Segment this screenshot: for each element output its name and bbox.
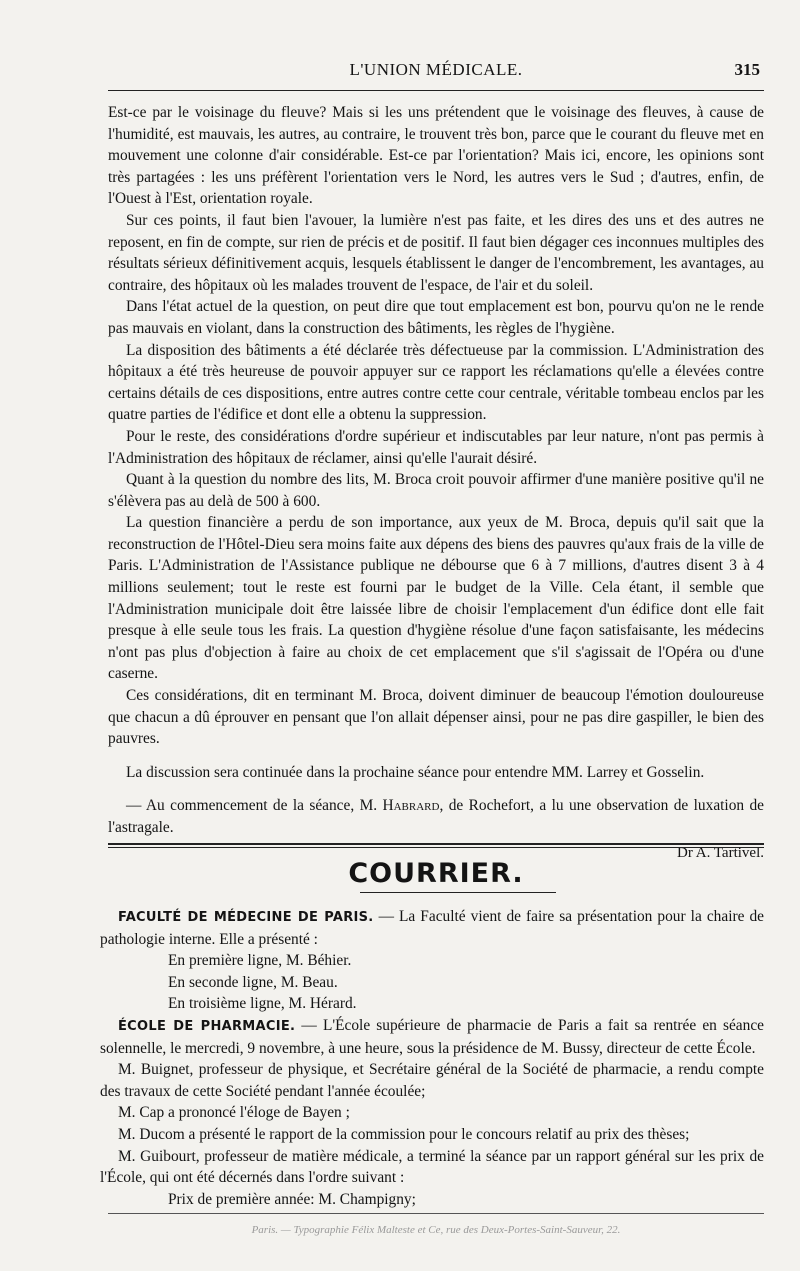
- prix-line: Prix de première année: M. Champigny;: [168, 1190, 416, 1208]
- list-item: En première ligne, M. Béhier.: [168, 952, 352, 970]
- habrard-note: — Au commencement de la séance, M. Habrard, de Rochefort, a lu une observation de luxation de l'astragale.: [108, 797, 764, 836]
- faculte-heading: FACULTÉ DE MÉDECINE DE PARIS.: [118, 910, 374, 925]
- paragraph: M. Ducom a présenté le rapport de la commission pour le concours relatif au prix des thèses;: [118, 1125, 690, 1143]
- header-rule: [108, 90, 764, 91]
- discussion-note: La discussion sera continuée dans la prochaine séance pour entendre MM. Larrey et Gosselin.: [126, 763, 705, 781]
- paragraph: Pour le reste, des considérations d'ordre supérieur et indiscutables par leur nature, n'ont pas permis à l'Administration des hôpitaux de réclamer, ainsi qu'elle l'aurait désiré.: [108, 427, 764, 467]
- article-body: [108, 102, 764, 864]
- list-item: En seconde ligne, M. Beau.: [168, 973, 338, 991]
- page-number: 315: [734, 60, 760, 79]
- paragraph: La question financière a perdu de son importance, aux yeux de M. Broca, depuis qu'il sait que la reconstruction de l'Hôtel-Dieu sera moins faite aux dépens des biens des pauvres qu'aux frais de la ville de Paris. L'Administration de l'Assistance publique ne débourse que 6 à 7 millions, d'autres disent 3 à 4 millions seulement; tout le reste est fourni par le budget de la Ville. Cela étant, il semble que l'Administration municipale doit être laissée libre de choisir l'emplacement d'un édifice dont elle fait presque à elle seule tous les frais. La question d'hygiène résolue d'une façon satisfaisante, les médecins n'ont pas plus d'objection à faire au choix de cet emplacement que s'il s'agissait de l'Opéra ou d'une caserne.: [108, 514, 764, 683]
- paragraph: Ces considérations, dit en terminant M. Broca, doivent diminuer de beaucoup l'émotion douloureuse que chacun a dû éprouver en pensant que l'on allait dépenser ainsi, pour ne pas dire gaspiller, le bien des pauvres.: [108, 687, 764, 748]
- running-header: [108, 60, 764, 86]
- ecole-heading: ÉCOLE DE PHARMACIE.: [118, 1018, 296, 1034]
- faculte-list: [100, 950, 764, 1015]
- faculte-paragraph: FACULTÉ DE MÉDECINE DE PARIS. — La Faculté vient de faire sa présentation pour la chaire de pathologie interne. Elle a présenté :: [100, 908, 764, 948]
- paragraph: Quant à la question du nombre des lits, M. Broca croit pouvoir affirmer d'une manière positive qu'il ne s'élèvera pas au delà de 500 à 600.: [108, 471, 764, 510]
- courrier-underline: [360, 892, 556, 893]
- paragraph: M. Guibourt, professeur de matière médicale, a terminé la séance par un rapport général sur les prix de l'École, qui ont été décernés dans l'ordre suivant :: [100, 1147, 764, 1187]
- journal-title: L'UNION MÉDICALE.: [349, 60, 523, 79]
- footer-rule: [108, 1213, 764, 1214]
- paragraph: M. Cap a prononcé l'éloge de Bayen ;: [118, 1104, 350, 1122]
- habrard-name: Habrard: [382, 797, 440, 815]
- printer-footer: Paris. — Typographie Félix Malteste et Ce, rue des Deux-Portes-Saint-Sauveur, 22.: [251, 1224, 621, 1236]
- paragraph: Dans l'état actuel de la question, on peut dire que tout emplacement est bon, pourvu qu'on ne le rende pas mauvais en violant, dans la construction des bâtiments, les règles de l'hygiène.: [108, 298, 764, 337]
- ecole-paragraph: ÉCOLE DE PHARMACIE. — L'École supérieure de pharmacie de Paris a fait sa rentrée en séance solennelle, le mercredi, 9 novembre, à une heure, sous la présidence de M. Bussy, directeur de cette École.: [100, 1016, 764, 1057]
- courrier-heading: COURRIER.: [348, 858, 524, 889]
- courrier-body: [100, 906, 764, 1210]
- paragraph: Est-ce par le voisinage du fleuve? Mais si les uns prétendent que le voisinage des fleuves, à cause de l'humidité, est mauvais, les autres, au contraire, le trouvent très bon, parce que le courant du fleuve met en mouvement une colonne d'air considérable. Est-ce par l'orientation? Mais ici, encore, les opinions sont très partagées : les uns préfèrent l'orientation vers le Nord, les autres vers le Sud ; d'autres, enfin, de l'Ouest à l'Est, orientation royale.: [108, 104, 764, 208]
- paragraph: Sur ces points, il faut bien l'avouer, la lumière n'est pas faite, et les dires des uns et des autres ne reposent, en fin de compte, sur rien de précis et de positif. Il faut bien dégager ces inconnues multiples des résultats sérieux définitivement acquis, lesquels établissent le danger de l'encombrement, les avantages, au contraire, des hôpitaux où les malades trouvent de l'espace, de l'air et du soleil.: [108, 211, 764, 294]
- paragraph: La disposition des bâtiments a été déclarée très défectueuse par la commission. L'Administration des hôpitaux a été très heureuse de pouvoir appuyer sur ce rapport les réclamations qu'elle a élevées contre certains détails de ces dispositions, entre autres contre cette cour centrale, véritable tombeau enclos par les quatre parties de l'édifice et dont elle a obtenu la suppression.: [108, 341, 764, 424]
- list-item: En troisième ligne, M. Hérard.: [168, 995, 357, 1013]
- signature: Dr A. Tartivel.: [677, 844, 764, 861]
- paragraph: M. Buignet, professeur de physique, et Secrétaire général de la Société de pharmacie, a rendu compte des travaux de cette Société pendant l'année écoulée;: [100, 1061, 764, 1100]
- section-divider: [108, 843, 764, 848]
